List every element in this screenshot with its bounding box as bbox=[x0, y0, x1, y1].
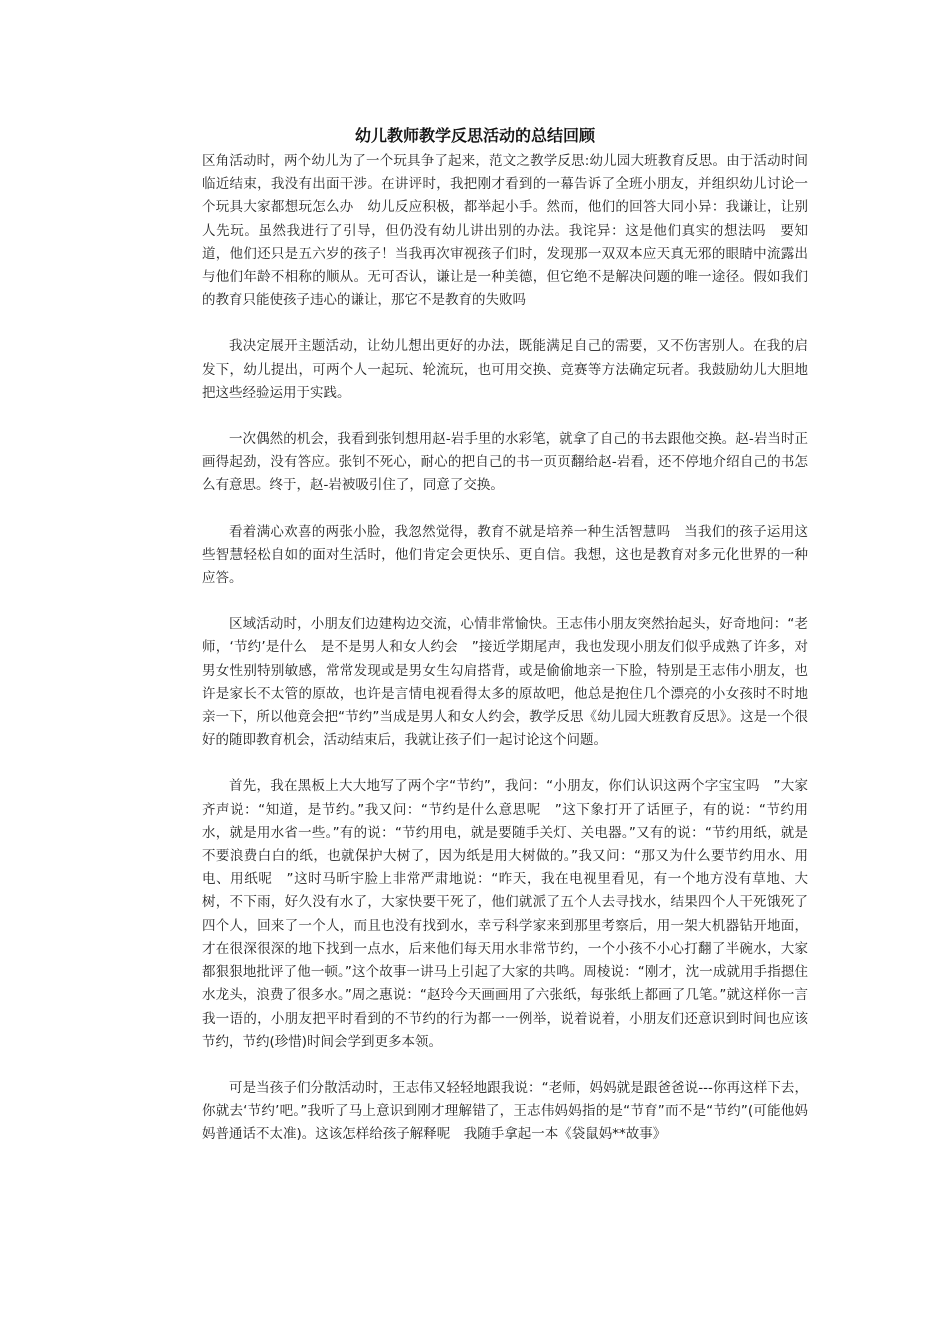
document-title: 幼儿教师教学反思活动的总结回顾 bbox=[354, 126, 595, 145]
document-body bbox=[202, 150, 808, 1170]
paragraph: 区域活动时，小朋友们边建构边交流，心情非常愉快。王志伟小朋友突然抬起头，好奇地问：“老师，‘节约’是什么 是不是男人和女人约会 ”接近学期尾声，我也发现小朋友们似乎成熟了许多，对男女性别特别敏感，常常发现或是男女生勾肩搭背，或是偷偷地亲一下脸，特别是王志伟小朋友，也许是家长不太管的原故，也许是言情电视看得太多的原故吧，他总是抱住几个漂亮的小女孩时不时地亲一下，所以他竟会把“节约”当成是男人和女人约会，教学反思《幼儿园大班教育反思》。这是一个很好的随即教育机会，活动结束后，我就让孩子们一起讨论这个问题。 bbox=[202, 616, 808, 749]
paragraph: 看着满心欢喜的两张小脸，我忽然觉得，教育不就是培养一种生活智慧吗 当我们的孩子运用这些智慧轻松自如的面对生活时，他们肯定会更快乐、更自信。我想，这也是教育对多元化世界的一种应答。 bbox=[202, 523, 808, 587]
paragraph: 一次偶然的机会，我看到张钊想用赵-岩手里的水彩笔，就拿了自己的书去跟他交换。赵-岩当时正画得起劲，没有答应。张钊不死心，耐心的把自己的书一页页翻给赵-岩看，还不停地介绍自己的书怎么有意思。终于，赵-岩被吸引住了，同意了交换。 bbox=[202, 431, 808, 494]
paragraph: 可是当孩子们分散活动时，王志伟又轻轻地跟我说：“老师，妈妈就是跟爸爸说---你再这样下去，你就去‘节约’吧。”我听了马上意识到刚才理解错了，王志伟妈妈指的是“节育”而不是“节约”(可能他妈妈普通话不太准)。这该怎样给孩子解释呢 我随手拿起一本《袋鼠妈**故事》 bbox=[202, 1079, 808, 1143]
paragraph: 我决定展开主题活动，让幼儿想出更好的办法，既能满足自己的需要，又不伤害别人。在我的启发下，幼儿提出，可两个人一起玩、轮流玩，也可用交换、竞赛等方法确定玩者。我鼓励幼儿大胆地把这些经验运用于实践。 bbox=[202, 338, 808, 401]
paragraph: 首先，我在黑板上大大地写了两个字“节约”，我问：“小朋友，你们认识这两个字宝宝吗 ”大家齐声说：“知道，是节约。”我又问：“节约是什么意思呢 ”这下象打开了话匣子，有的说：“节约用水，就是用水省一些。”有的说：“节约用电，就是要随手关灯、关电器。”又有的说：“节约用纸，就是不要浪费白白的纸，也就保护大树了，因为纸是用大树做的。”我又问：“那又为什么要节约用水、用电、用纸呢 ”这时马昕宇脸上非常严肃地说：“昨天，我在电视里看见，有一个地方没有草地、大树，不下雨，好久没有水了，大家快要干死了，他们就派了五个人去寻找水，结果四个人干死饿死了四个人，回来了一个人，而且也没有找到水，幸亏科学家来到那里考察后，用一架大机器钻开地面，才在很深很深的地下找到一点水，后来他们每天用水非常节约，一个小孩不小心打翻了半碗水，大家都狠狠地批评了他一顿。”这个故事一讲马上引起了大家的共鸣。周棱说：“刚才，沈一成就用手指摁住水龙头，浪费了很多水。”周之惠说：“赵玲今天画画用了六张纸，每张纸上都画了几笔。”就这样你一言我一语的，小朋友把平时看到的不节约的行为都一一例举，说着说着，小朋友们还意识到时间也应该节约，节约(珍惜)时间会学到更多本领。 bbox=[202, 778, 808, 1050]
paragraph: 区角活动时，两个幼儿为了一个玩具争了起来，范文之教学反思:幼儿园大班教育反思。由于活动时间临近结束，我没有出面干涉。在讲评时，我把刚才看到的一幕告诉了全班小朋友，并组织幼儿讨论一个玩具大家都想玩怎么办 幼儿反应积极，都举起小手。然而，他们的回答大同小异：我谦让，让别人先玩。虽然我进行了引导，但仍没有幼儿讲出别的办法。我诧异：这是他们真实的想法吗 要知道，他们还只是五六岁的孩子！当我再次审视孩子们时，发现那一双双本应天真无邪的眼睛中流露出与他们年龄不相称的顺从。无可否认，谦让是一种美德，但它绝不是解决问题的唯一途径。假如我们的教育只能使孩子违心的谦让，那它不是教育的失败吗 bbox=[202, 153, 808, 309]
